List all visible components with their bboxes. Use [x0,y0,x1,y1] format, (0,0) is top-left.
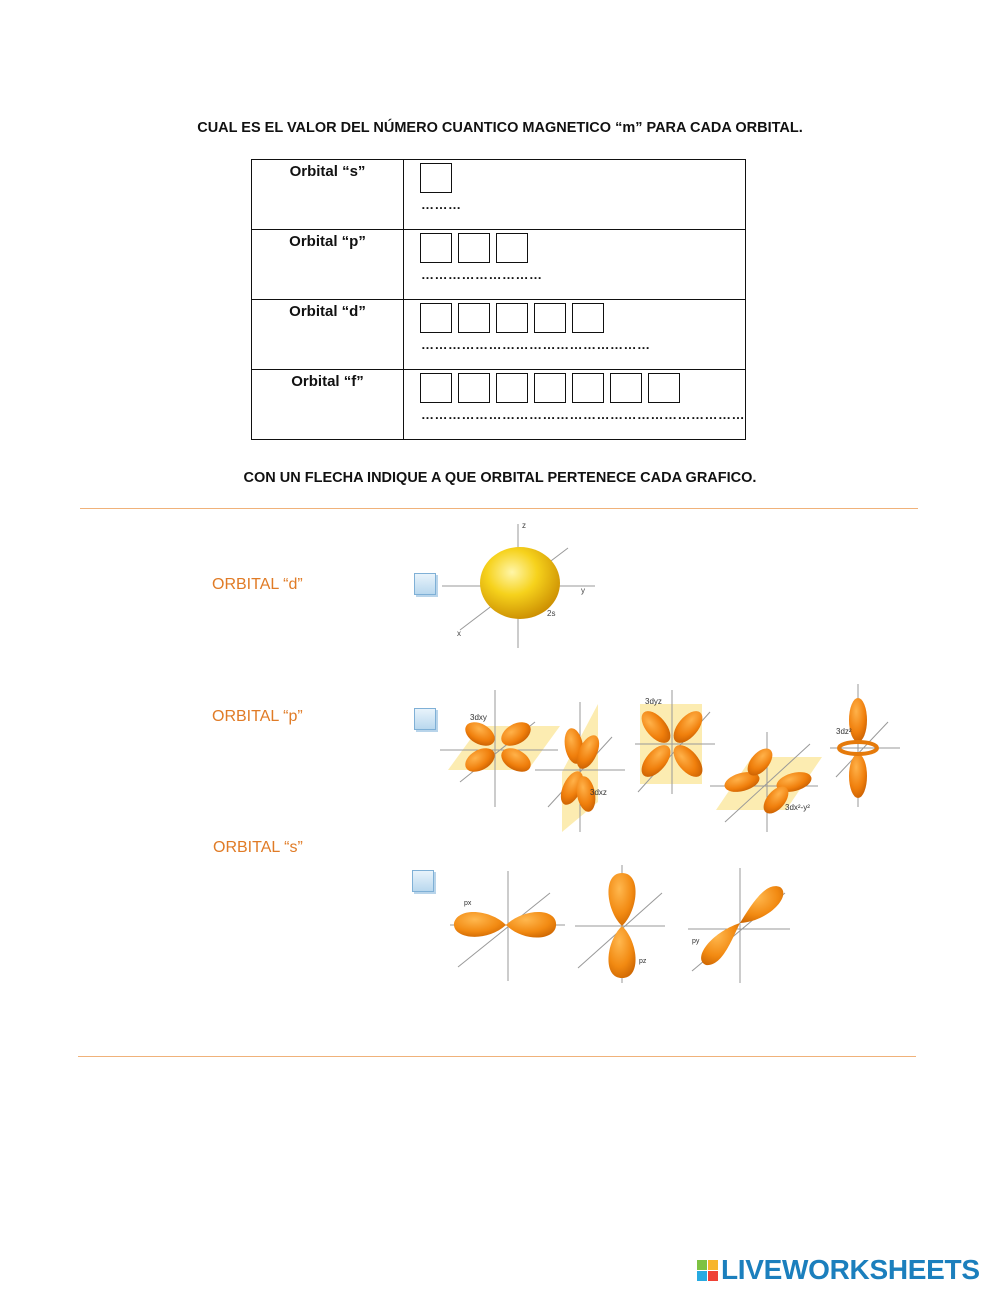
answer-cell-f [404,370,746,440]
d-xy-label: 3dxy [470,713,487,722]
p-x-orbital-icon [450,871,565,981]
divider-bottom [78,1056,916,1057]
answer-box[interactable] [572,373,604,403]
answer-box[interactable] [496,303,528,333]
axis-label-z: z [522,521,526,530]
p-y-orbital-icon [688,868,790,983]
answer-dots-f: ……………………………………………………………… [421,407,745,422]
d-orbitals-figure [440,682,905,840]
answer-cell-s [404,160,746,230]
answer-dots-d: …………………………………………… [421,337,651,352]
logo-mark-icon [697,1260,718,1281]
answer-box[interactable] [458,373,490,403]
table-row [252,300,746,370]
question-2-title: CON UN FLECHA INDIQUE A QUE ORBITAL PERTENECE CADA GRAFICO. [243,470,757,486]
magnetic-number-table [251,159,746,440]
answer-box[interactable] [534,373,566,403]
p-z-orbital-icon [575,865,665,983]
p-x-label: px [464,900,472,907]
question-1-title: CUAL ES EL VALOR DEL NÚMERO CUANTICO MAGNETICO “m” PARA CADA ORBITAL. [197,120,803,136]
answer-box[interactable] [458,233,490,263]
match-target-3[interactable] [412,870,434,892]
answer-box[interactable] [458,303,490,333]
d-z2-orbital-icon [830,684,900,807]
s-orbital-figure [440,518,610,653]
match-target-1[interactable] [414,573,436,595]
liveworksheets-logo [697,1254,980,1286]
row-label-d: Orbital “d” [252,300,404,370]
answer-box[interactable] [648,373,680,403]
s-orbital-label: 2s [547,609,556,618]
answer-boxes-d [420,303,745,333]
option-label-d[interactable]: ORBITAL “d” [212,576,303,593]
row-label-s: Orbital “s” [252,160,404,230]
axis-label-x: x [457,629,461,638]
answer-box[interactable] [420,303,452,333]
answer-box[interactable] [496,233,528,263]
brand-name: LIVEWORKSHEETS [721,1254,980,1285]
answer-box[interactable] [420,233,452,263]
option-label-p[interactable]: ORBITAL “p” [212,708,303,725]
axis-label-y: y [581,586,585,595]
table-row [252,370,746,440]
answer-box[interactable] [496,373,528,403]
divider-top [80,508,918,509]
answer-cell-p [404,230,746,300]
table-row [252,160,746,230]
d-x2-y2-label: 3dx²-y² [785,803,810,812]
option-label-s[interactable]: ORBITAL “s” [213,839,303,856]
row-label-f: Orbital “f” [252,370,404,440]
answer-box[interactable] [420,163,452,193]
answer-box[interactable] [420,373,452,403]
row-label-p: Orbital “p” [252,230,404,300]
p-orbitals-figure [440,863,800,988]
match-target-2[interactable] [414,708,436,730]
d-yz-orbital-icon [635,690,715,794]
d-xz-orbital-icon [535,702,625,832]
answer-boxes-p [420,233,745,263]
d-yz-label: 3dyz [645,697,662,706]
answer-box[interactable] [610,373,642,403]
p-z-label: pz [639,958,647,965]
answer-boxes-f [420,373,745,403]
d-z2-label: 3dz² [836,727,852,736]
d-x2-y2-orbital-icon [710,732,822,832]
answer-box[interactable] [572,303,604,333]
table-row [252,230,746,300]
answer-box[interactable] [534,303,566,333]
answer-cell-d [404,300,746,370]
answer-dots-s: ……… [421,197,462,212]
p-y-label: py [692,938,700,945]
answer-dots-p: ……………………… [421,267,543,282]
d-xz-label: 3dxz [590,788,607,797]
d-xy-orbital-icon [440,690,560,807]
answer-boxes-s [420,163,745,193]
